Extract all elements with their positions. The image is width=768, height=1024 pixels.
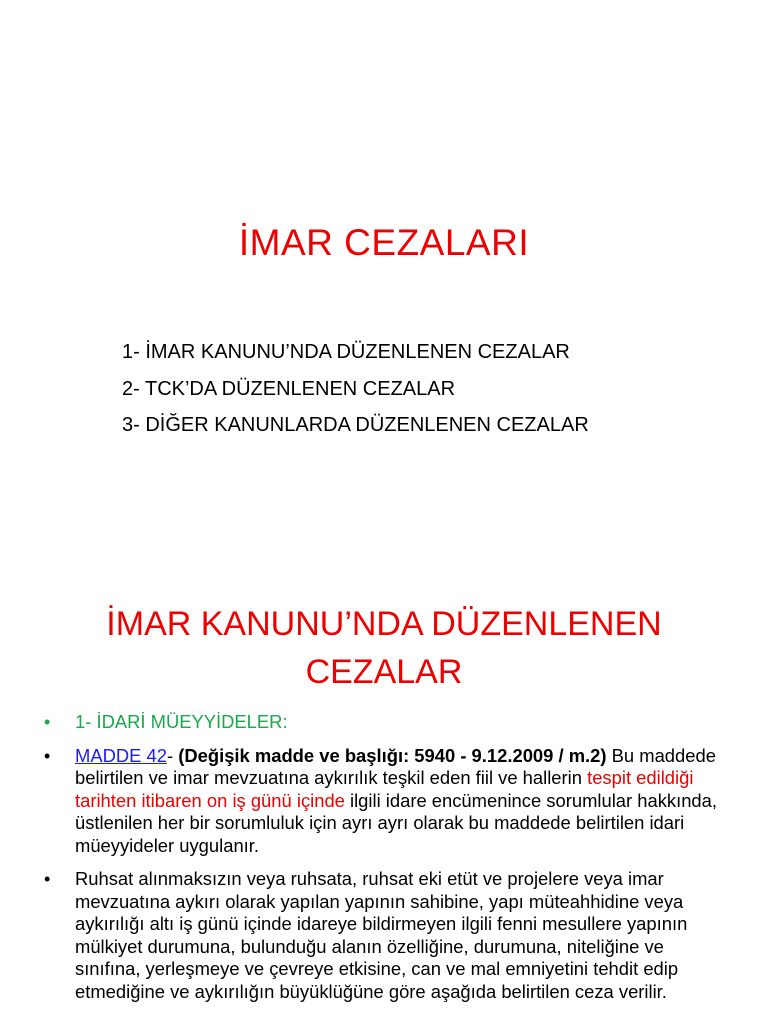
amendment-note: (Değişik madde ve başlığı: 5940 - 9.12.2009 / m.2) — [178, 744, 607, 766]
bullet-dot-icon: • — [44, 712, 51, 732]
slide2-title — [0, 600, 768, 696]
toc-list — [122, 334, 589, 444]
bullet-item-ruhsat — [44, 868, 724, 1003]
bullet-dot-icon: • — [44, 869, 51, 889]
slide2-title-line2: CEZALAR — [305, 653, 463, 691]
body-text-a: Bu maddede belirtilen ve imar mevzuatına aykırılık teşkil eden fiil ve hallerin — [75, 744, 716, 788]
highlight-deadline: tespit edildiği tarihten itibaren on iş günü içinde — [75, 767, 694, 811]
toc-item-1: 1- İMAR KANUNU’NDA DÜZENLENEN CEZALAR — [122, 341, 570, 363]
slide2-title-line1: İMAR KANUNU’NDA DÜZENLENEN — [106, 605, 662, 643]
slide1-title: İMAR CEZALARI — [238, 222, 530, 263]
madde-42-link[interactable]: MADDE 42 — [75, 744, 167, 766]
toc-item-3: 3- DİĞER KANUNLARDA DÜZENLENEN CEZALAR — [122, 414, 589, 436]
bullet-list — [44, 711, 724, 1014]
toc-item-2: 2- TCK’DA DÜZENLENEN CEZALAR — [122, 377, 456, 400]
dash-text: - — [166, 744, 179, 766]
bullet-item-idari — [44, 711, 724, 734]
bullet-dot-icon: • — [44, 745, 51, 766]
body-text-b: ilgili idare encümenince sorumlular hakkında, üstlenilen her bir sorumluluk için ayrı ayrı olarak bu maddede belirtilen idari müeyyideler uygulanır. — [75, 789, 717, 856]
bullet-item-madde42 — [44, 745, 724, 858]
bullet-text: Ruhsat alınmaksızın veya ruhsata, ruhsat eki etüt ve projelere veya imar mevzuatına aykırı olarak yapılan yapının sahibine, yapı müteahhidine veya aykırılığı altı iş günü içinde idareye bildirmeyen ilgili fenni mesullere yapının mülkiyet durumuna, bulunduğu alanın özelliğine, durumuna, niteliğine ve sınıfına, yerleşmeye ve çevreye etkisine, can ve mal emniyetini tehdit edip etmediğine ve aykırılığın büyüklüğüne göre aşağıda belirtilen ceza verilir. — [75, 868, 688, 1002]
bullet-text: 1- İDARİ MÜEYYİDELER: — [75, 711, 288, 732]
